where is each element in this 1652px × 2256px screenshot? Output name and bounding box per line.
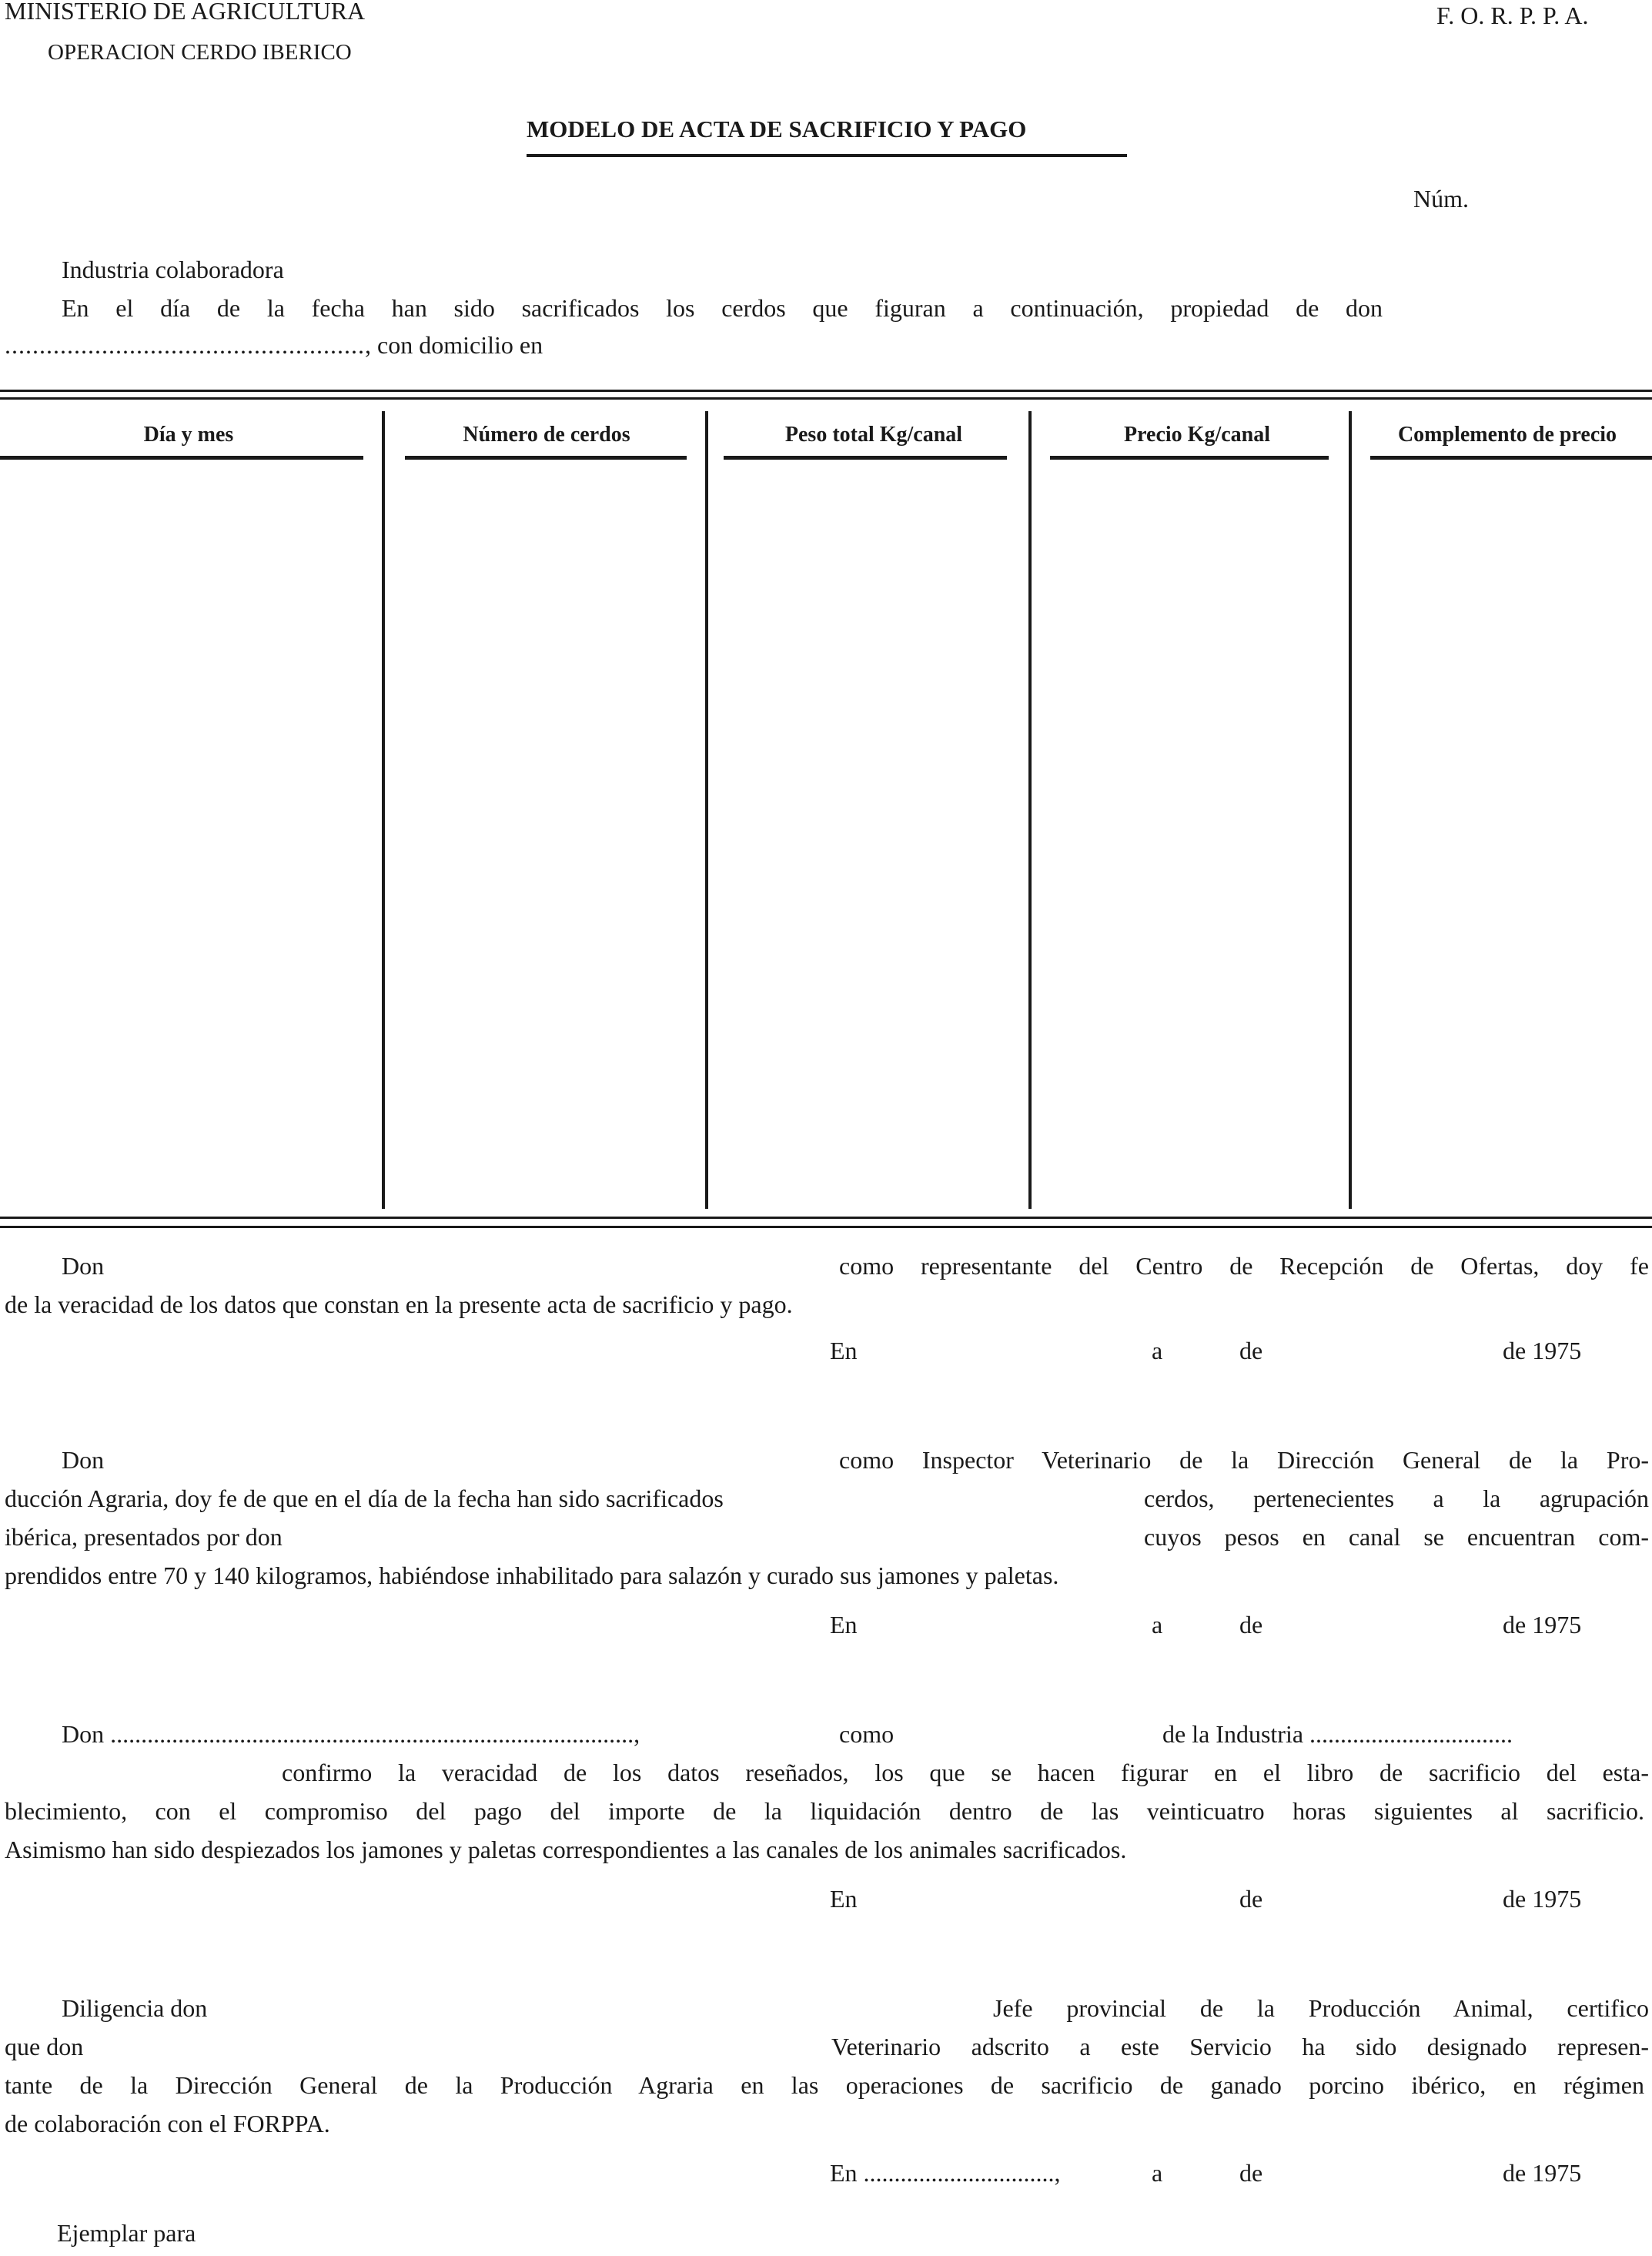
s3-de-label: de (1239, 1885, 1263, 1913)
s2-inspector-text: como Inspector Veterinario de la Dirección General de la Pro- (839, 1446, 1649, 1474)
domicile-label: , con domicilio en (365, 331, 543, 359)
s3-como-label: como (839, 1720, 895, 1748)
s4-que-don-label: que don (5, 2033, 84, 2060)
column-divider-4 (1349, 411, 1352, 1209)
s2-year-label: de 1975 (1503, 1611, 1582, 1638)
s4-year-label: de 1975 (1503, 2159, 1582, 2187)
column-underline-2 (405, 456, 687, 460)
s2-line2-left: ducción Agraria, doy fe de que en el día de la fecha han sido sacrificados (5, 1484, 724, 1512)
owner-dots: .................................................... (5, 331, 365, 359)
operation-name: OPERACION CERDO IBERICO (48, 40, 352, 65)
agency-name: F. O. R. P. P. A. (1436, 2, 1589, 29)
s2-line3-left: ibérica, presentados por don (5, 1523, 283, 1551)
s2-line2-right: cerdos, pertenecientes a la agrupación (1144, 1484, 1649, 1512)
s1-veracity-text: de la veracidad de los datos que constan en la presente acta de sacrificio y pago. (5, 1290, 793, 1318)
copy-for-label: Ejemplar para (57, 2219, 196, 2247)
s3-year-label: de 1975 (1503, 1885, 1582, 1913)
table-bottom-rule-1 (0, 1217, 1652, 1219)
s3-line4: Asimismo han sido despiezados los jamones y paletas correspondientes a las canales de los animales sacrificados. (5, 1836, 1127, 1863)
s4-place-line: En ..............................., (830, 2159, 1061, 2187)
s3-don-line: Don ....................................................................................., (62, 1720, 640, 1748)
column-header-total-weight: Peso total Kg/canal (784, 423, 963, 447)
s1-don-label: Don (62, 1252, 105, 1280)
s1-de-label: de (1239, 1337, 1263, 1364)
s3-line3: blecimiento, con el compromiso del pago del importe de la liquidación dentro de las veinticuatro horas siguientes al sacrificio. (5, 1797, 1644, 1825)
s4-chief-text: Jefe provincial de la Producción Animal, certifico (993, 1994, 1649, 2022)
table-bottom-rule-2 (0, 1226, 1652, 1228)
title-underline (527, 154, 1127, 157)
s4-de-label: de (1239, 2159, 1263, 2187)
s2-a-label: a (1152, 1611, 1163, 1638)
column-divider-2 (705, 411, 708, 1209)
s2-de-label: de (1239, 1611, 1263, 1638)
column-divider-1 (382, 411, 385, 1209)
s4-a-label: a (1152, 2159, 1163, 2187)
s3-industry-line: de la Industria ................................. (1162, 1720, 1513, 1748)
table-top-rule-2 (0, 397, 1652, 400)
s1-year-label: de 1975 (1503, 1337, 1582, 1364)
s2-line3-right: cuyos pesos en canal se encuentran com- (1144, 1523, 1649, 1551)
column-header-day-month: Día y mes (143, 423, 234, 447)
s2-place-label: En (830, 1611, 858, 1638)
s4-diligencia-label: Diligencia don (62, 1994, 208, 2022)
s4-line4: de colaboración con el FORPPA. (5, 2110, 330, 2137)
s1-representative-text: como representante del Centro de Recepción de Ofertas, doy fe (839, 1252, 1649, 1280)
s3-place-label: En (830, 1885, 858, 1913)
intro-line-1: En el día de la fecha han sido sacrificados los cerdos que figuran a continuación, propiedad de don (62, 294, 1383, 322)
s2-don-label: Don (62, 1446, 105, 1474)
form-title: MODELO DE ACTA DE SACRIFICIO Y PAGO (527, 115, 1027, 142)
table-top-rule-1 (0, 390, 1652, 392)
column-underline-1 (0, 456, 363, 460)
column-header-price-complement: Complemento de precio (1397, 423, 1617, 447)
column-underline-4 (1050, 456, 1329, 460)
column-divider-3 (1028, 411, 1032, 1209)
column-header-pig-count: Número de cerdos (463, 423, 630, 447)
column-header-price: Precio Kg/canal (1124, 423, 1270, 447)
industry-label: Industria colaboradora (62, 256, 284, 283)
s4-veterinarian-text: Veterinario adscrito a este Servicio ha sido designado represen- (831, 2033, 1649, 2060)
s2-line4: prendidos entre 70 y 140 kilogramos, habiéndose inhabilitado para salazón y curado sus jamones y paletas. (5, 1561, 1059, 1589)
column-underline-3 (724, 456, 1007, 460)
s1-place-label: En (830, 1337, 858, 1364)
column-underline-5 (1370, 456, 1652, 460)
s3-line2: confirmo la veracidad de los datos reseñados, los que se hacen figurar en el libro de sacrificio del esta- (282, 1759, 1649, 1786)
ministry-name: MINISTERIO DE AGRICULTURA (5, 0, 366, 25)
s4-line3: tante de la Dirección General de la Producción Agraria en las operaciones de sacrificio de ganado porcino ibérico, en régimen (5, 2071, 1644, 2099)
number-label: Núm. (1413, 185, 1469, 213)
s1-a-label: a (1152, 1337, 1163, 1364)
intro-line-2 (5, 330, 543, 360)
